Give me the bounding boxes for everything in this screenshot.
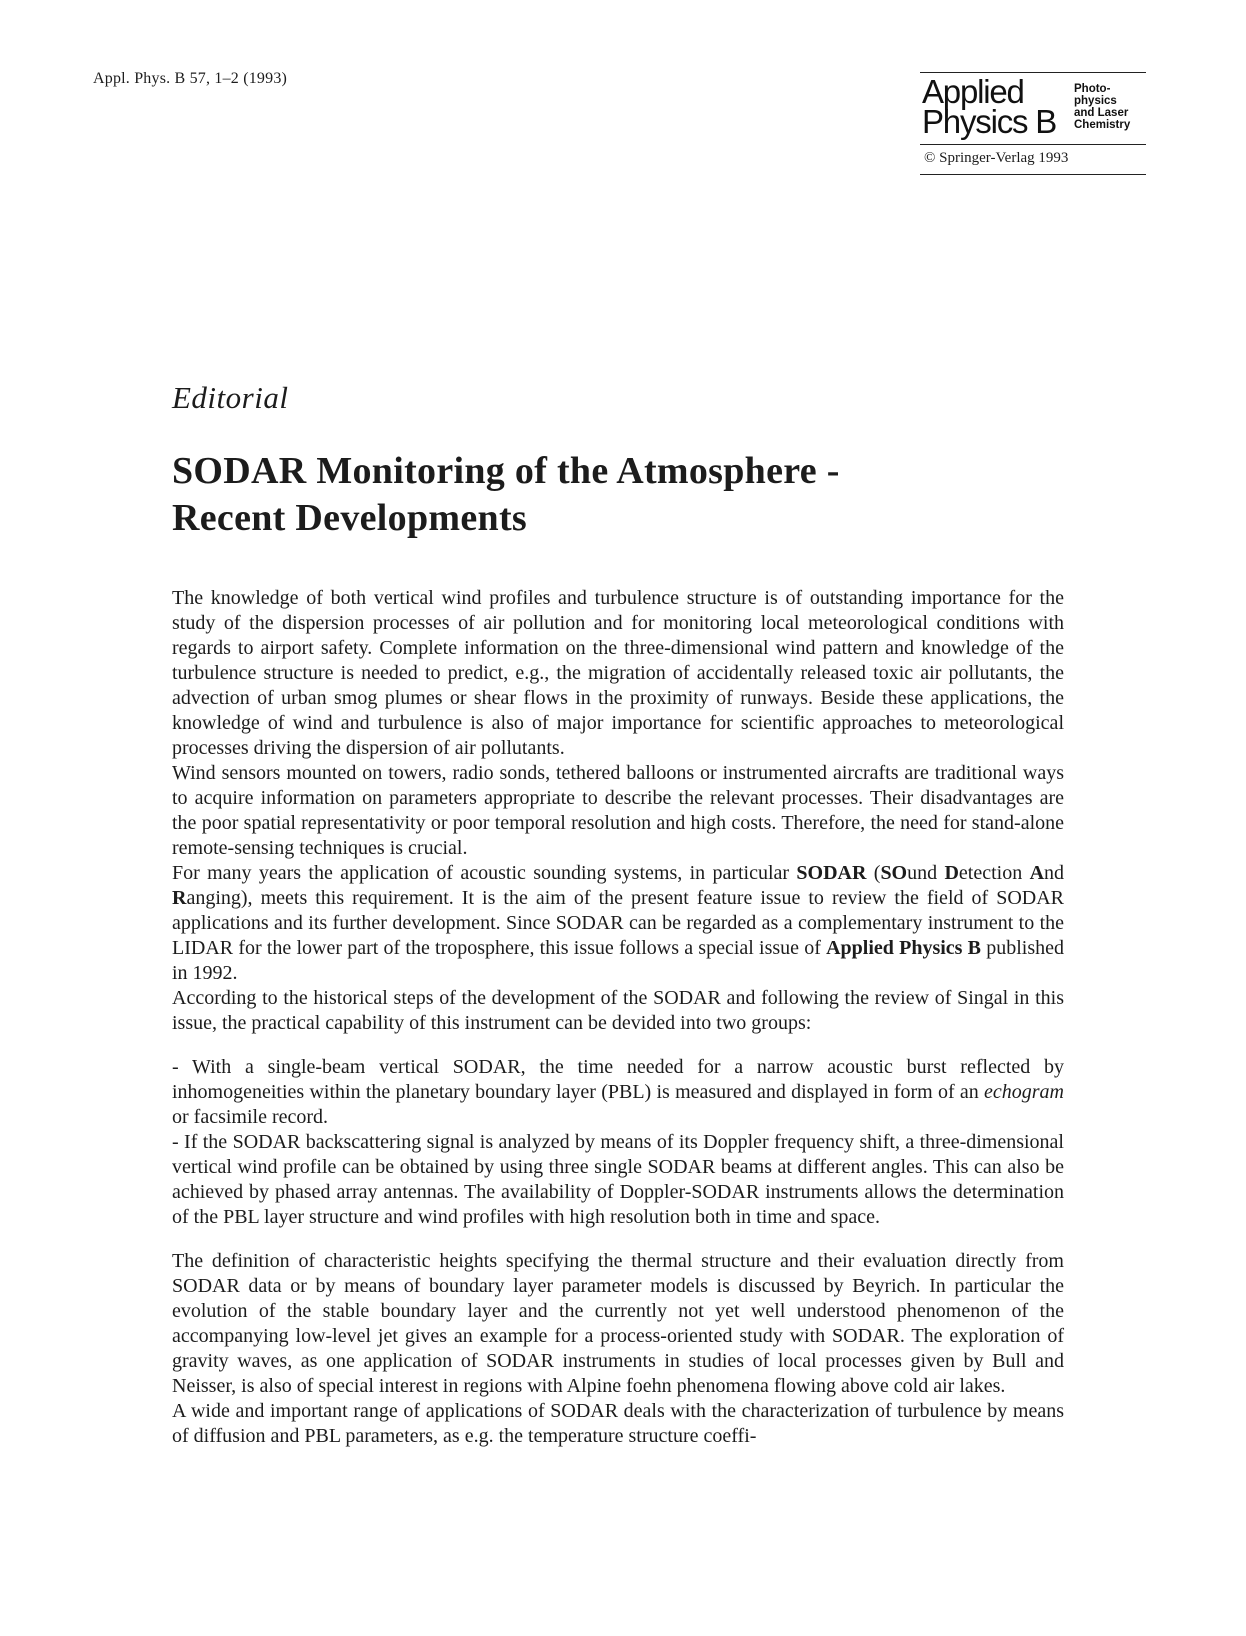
bullet-item [172,1055,1064,1130]
text-run: und [907,862,945,884]
publisher-copyright: © Springer-Verlag 1993 [920,144,1146,174]
paragraph: According to the historical steps of the development of the SODAR and following the review of Singal in this issue, the practical capability of this instrument can be devided into two groups: [172,987,1064,1034]
citation: Appl. Phys. B 57, 1–2 (1993) [93,70,288,87]
article-title [172,448,1072,542]
journal-subtitle-line: Chemistry [1074,119,1131,131]
title-line: SODAR Monitoring of the Atmosphere - [172,450,840,492]
text-run: anging), meets this requirement. It is the aim of the present feature issue to review the field of SODAR applications and its further development. Since SODAR can be regarded as a complementary instrument to the LIDAR for the lower part of the troposphere, this issue follows a special issue of [172,887,1064,959]
paragraph: The definition of characteristic heights specifying the thermal structure and their evaluation directly from SODAR data or by means of boundary layer parameter models is discussed by Beyrich. In particular the evolution of the stable boundary layer and the currently not yet well understood phenomenon of the accompanying low-level jet gives an example for a process-oriented study with SODAR. The exploration of gravity waves, as one application of SODAR instruments in studies of local processes given by Bull and Neisser, is also of special interest in regions with Alpine foehn phenomena flowing above cold air lakes. [172,1250,1064,1397]
journal-subtitle [1074,83,1130,131]
journal-subtitle-line: and Laser [1074,107,1129,119]
acronym-letter: D [944,862,959,884]
paragraph [172,861,1064,986]
journal-logo [920,73,1146,144]
journal-masthead [920,72,1146,175]
text-run: For many years the application of acoustic sounding systems, in particular [172,862,797,884]
journal-name [922,73,1057,140]
journal-name-line1: Applied [922,73,1024,110]
journal-reference: Applied Physics B [826,937,982,959]
bullet-item: - If the SODAR backscattering signal is analyzed by means of its Doppler frequency shift, a three-dimensional vertical wind profile can be obtained by using three single SODAR beams at different angles. This can also be achieved by phased array antennas. The availability of Doppler-SODAR instruments allows the determination of the PBL layer structure and wind profiles with high resolution both in time and space. [172,1131,1064,1228]
text-run: - With a single-beam vertical SODAR, the time needed for a narrow acoustic burst reflected by inhomogeneities within the planetary boundary layer (PBL) is measured and displayed in form of an [172,1056,1064,1103]
paragraph: A wide and important range of applications of SODAR deals with the characterization of turbulence by means of diffusion and PBL parameters, as e.g. the temperature structure coeffi- [172,1400,1064,1447]
article-body [172,586,1064,1449]
acronym-letter: A [1029,862,1045,884]
text-run: published in 1992. [172,937,1064,984]
section-kicker: Editorial [172,380,289,415]
paragraph: Wind sensors mounted on towers, radio sonds, tethered balloons or instrumented aircrafts are traditional ways to acquire information on parameters appropriate to describe the relevant processes. Their disadvantages are the poor spatial representativity or poor temporal resolution and high costs. Therefore, the need for stand-alone remote-sensing techniques is crucial. [172,762,1064,859]
text-run: ( [866,862,881,884]
text-run: nd [1044,862,1065,884]
journal-subtitle-line: Photo- [1074,83,1111,95]
acronym-letter: R [172,887,187,909]
sodar-acronym: SODAR [796,862,867,884]
paragraph: The knowledge of both vertical wind profiles and turbulence structure is of outstanding importance for the study of the dispersion processes of air pollution and for monitoring local meteorological conditions with regards to airport safety. Complete information on the three-dimensional wind pattern and knowledge of the turbulence structure is needed to predict, e.g., the migration of accidentally released toxic air pollutants, the advection of urban smog plumes or shear flows in the proximity of runways. Beside these applications, the knowledge of wind and turbulence is also of major importance for scientific approaches to meteorological processes driving the dispersion of air pollutants. [172,587,1064,759]
title-line: Recent Developments [172,497,527,539]
acronym-letter: SO [880,862,908,884]
journal-name-line2: Physics B [922,103,1057,140]
text-run: etection [958,862,1030,884]
journal-subtitle-line: physics [1074,95,1117,107]
emphasis: echogram [984,1081,1064,1103]
text-run: or facsimile record. [172,1106,329,1128]
